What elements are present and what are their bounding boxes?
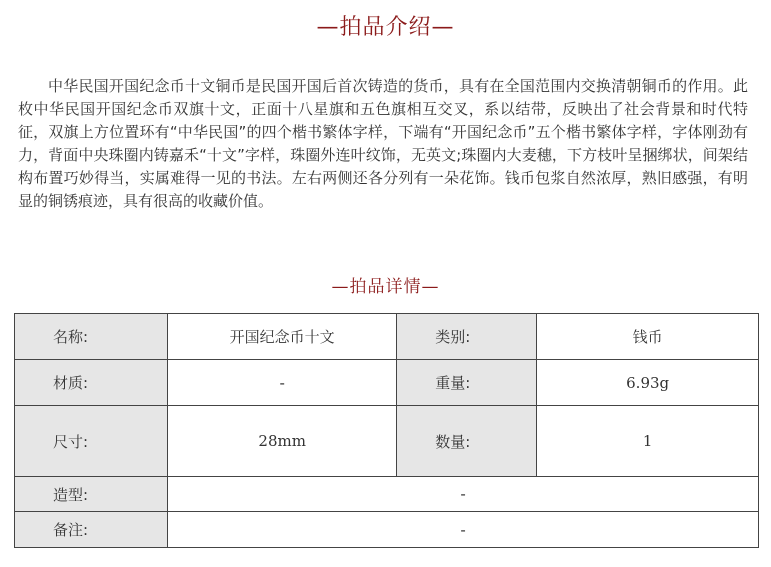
notes-label: 备注: [15, 512, 168, 548]
material-value: - [168, 360, 397, 406]
details-table [14, 313, 759, 548]
category-value: 钱币 [537, 314, 759, 360]
notes-value: - [168, 512, 759, 548]
weight-value: 6.93g [537, 360, 759, 406]
details-section-title: —拍品详情— [331, 277, 440, 297]
quantity-label: 数量: [397, 406, 537, 477]
intro-section-title: —拍品介绍— [316, 15, 455, 40]
weight-label: 重量: [397, 360, 537, 406]
shape-value: - [168, 477, 759, 512]
material-label: 材质: [15, 360, 168, 406]
item-description: 中华民国开国纪念币十文铜币是民国开国后首次铸造的货币，具有在全国范围内交换清朝铜币的作用。此枚中华民国开国纪念币双旗十文，正面十八星旗和五色旗相互交叉，系以结带，反映出了社会背景和时代特征，双旗上方位置环有“中华民国”的四个楷书繁体字样，下端有“开国纪念币”五个楷书繁体字样，字体刚劲有力，背面中央珠圈内铸嘉禾“十文”字样，珠圈外连叶纹饰，无英文;珠圈内大麦穗，下方枝叶呈捆绑状，间架结构布置巧妙得当，实属难得一见的书法。左右两侧还各分列有一朵花饰。钱币包浆自然浓厚，熟旧感强，有明显的铜锈痕迹，具有很高的收藏价值。 [18, 77, 748, 210]
table-row [15, 360, 759, 406]
table-row [15, 512, 759, 548]
table-row [15, 406, 759, 477]
quantity-value: 1 [537, 406, 759, 477]
table-row [15, 314, 759, 360]
category-label: 类别: [397, 314, 537, 360]
name-label: 名称: [15, 314, 168, 360]
shape-label: 造型: [15, 477, 168, 512]
size-label: 尺寸: [15, 406, 168, 477]
size-value: 28mm [168, 406, 397, 477]
table-row [15, 477, 759, 512]
name-value: 开国纪念币十文 [168, 314, 397, 360]
